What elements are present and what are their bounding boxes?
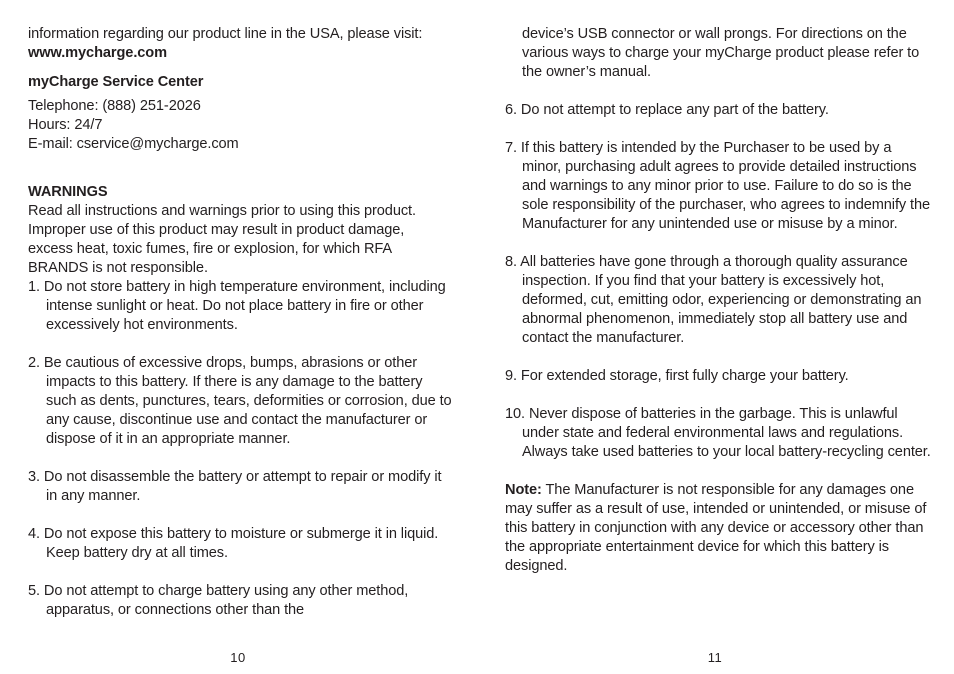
- warning-item-3: 3. Do not disassemble the battery or attempt to repair or modify it in any manner.: [28, 469, 442, 504]
- service-email: E-mail: cservice@mycharge.com: [28, 136, 239, 152]
- warnings-intro: Read all instructions and warnings prior to using this product. Improper use of this product may result in product damage, excess heat, toxic fumes, fire or explosion, for which RFA BRANDS is not responsible.: [28, 203, 416, 276]
- website-link[interactable]: www.mycharge.com: [28, 45, 167, 61]
- left-page-content: [28, 25, 453, 620]
- note-text: The Manufacturer is not responsible for any damages one may suffer as a result of use, intended or unintended, or misuse of this battery in conjunction with any device or accessory other than the appropriate entertainment device for which this battery is designed.: [505, 482, 927, 574]
- service-center-title: myCharge Service Center: [28, 74, 204, 90]
- service-hours: Hours: 24/7: [28, 117, 103, 133]
- right-page-content: [505, 25, 933, 576]
- continuation-text: device’s USB connector or wall prongs. For directions on the various ways to charge your myCharge product please refer to the owner’s manual.: [522, 26, 920, 80]
- warning-item-9: 9. For extended storage, first fully charge your battery.: [505, 368, 849, 384]
- right-page: [477, 0, 954, 674]
- note-paragraph: [505, 481, 933, 576]
- service-telephone: Telephone: (888) 251-2026: [28, 98, 201, 114]
- warning-item-6: 6. Do not attempt to replace any part of the battery.: [505, 102, 829, 118]
- intro-paragraph: [28, 25, 453, 63]
- warning-item-5-continuation: [505, 25, 933, 82]
- page-number-right: 11: [707, 650, 723, 665]
- note-label: Note:: [505, 482, 542, 498]
- warnings-title: WARNINGS: [28, 184, 108, 200]
- warning-item-1: 1. Do not store battery in high temperature environment, including intense sunlight or heat. Do not place battery in fire or other excessively hot environments.: [28, 279, 446, 333]
- intro-text: information regarding our product line in the USA, please visit:: [28, 26, 423, 42]
- page-number-left: 10: [230, 650, 246, 665]
- warning-item-2: 2. Be cautious of excessive drops, bumps, abrasions or other impacts to this battery. If there is any damage to the battery such as dents, punctures, tears, deformities or corrosion, due to any cause, discontinue use and contact the manufacturer or dispose of it in an appropriate manner.: [28, 355, 452, 447]
- warning-item-4: 4. Do not expose this battery to moisture or submerge it in liquid. Keep battery dry at all times.: [28, 526, 439, 561]
- warning-item-8: 8. All batteries have gone through a thorough quality assurance inspection. If you find that your battery is excessively hot, deformed, cut, emitting odor, experiencing or demonstrating an abnormal phenomenon, immediately stop all battery use and contact the manufacturer.: [505, 254, 922, 346]
- warning-item-7: 7. If this battery is intended by the Purchaser to be used by a minor, purchasing adult agrees to provide detailed instructions and warnings to any minor prior to use. Failure to do so is the sole responsibility of the purchaser, who agrees to indemnify the Manufacturer for any unintended use or misuse by a minor.: [505, 140, 931, 232]
- warning-item-5: 5. Do not attempt to charge battery using any other method, apparatus, or connections other than the: [28, 583, 409, 618]
- warning-item-10: 10. Never dispose of batteries in the garbage. This is unlawful under state and federal environmental laws and regulations. Always take used batteries to your local battery-recycling center.: [505, 406, 931, 460]
